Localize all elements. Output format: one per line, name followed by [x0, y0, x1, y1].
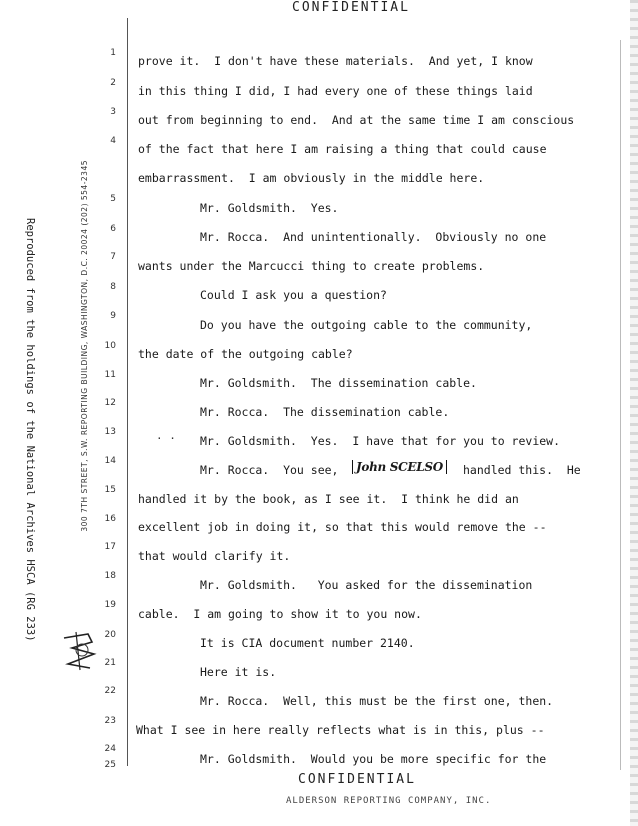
line-number: 9: [110, 311, 116, 321]
transcript-line: Mr. Rocca. Well, this must be the first one, then.: [200, 694, 554, 708]
line-number: 20: [104, 630, 116, 640]
transcript-line: in this thing I did, I had every one of these things laid: [138, 84, 533, 98]
line-number: 4: [110, 136, 116, 146]
transcript-line: wants under the Marcucci thing to create problems.: [138, 259, 485, 273]
line-number: 10: [104, 341, 116, 351]
reporter-address: 300 7TH STREET, S.W. REPORTING BUILDING, WASHINGTON, D.C. 20024 (202) 554-2345: [80, 160, 89, 532]
transcript-line: Do you have the outgoing cable to the community,: [200, 318, 533, 332]
line-number: 18: [104, 571, 116, 581]
line-number: 2: [110, 78, 116, 88]
footer-company: ALDERSON REPORTING COMPANY, INC.: [286, 796, 492, 806]
line-number: 24: [104, 744, 116, 754]
handwritten-name: John SCELSO: [352, 460, 447, 474]
line-number: 1: [110, 48, 116, 58]
transcript-line: Mr. Rocca. And unintentionally. Obviously no one: [200, 230, 547, 244]
transcript-line: handled it by the book, as I see it. I think he did an: [138, 492, 519, 506]
line-number: 17: [104, 542, 116, 552]
header-confidential: CONFIDENTIAL: [292, 0, 410, 15]
transcript-line: cable. I am going to show it to you now.: [138, 607, 422, 621]
line-number: 14: [104, 456, 116, 466]
transcript-line: that would clarify it.: [138, 549, 291, 563]
transcript-line: Could I ask you a question?: [200, 288, 387, 302]
transcript-line: Mr. Rocca. The dissemination cable.: [200, 405, 450, 419]
scan-edge: [630, 0, 638, 826]
transcript-line: What I see in here really reflects what is in this, plus --: [136, 723, 545, 737]
line-number: 21: [104, 658, 116, 668]
archive-reproduction-note: Reproduced from the holdings of the National Archives HSCA (RG 233): [24, 218, 36, 642]
transcript-line: Mr. Goldsmith. Yes.: [200, 201, 339, 215]
line-number: 12: [104, 398, 116, 408]
line-number: 16: [104, 514, 116, 524]
stamp-mark: [58, 628, 102, 672]
transcript-line: Mr. Goldsmith. Yes. I have that for you to review.: [200, 434, 561, 448]
line-number: 25: [104, 760, 116, 770]
transcript-line: It is CIA document number 2140.: [200, 636, 415, 650]
transcript-line: prove it. I don't have these materials. And yet, I know: [138, 54, 533, 68]
footer-confidential: CONFIDENTIAL: [298, 772, 416, 787]
line-number: 5: [110, 194, 116, 204]
transcript-line: Mr. Rocca. You see,: [200, 463, 339, 477]
transcript-line: handled this. He: [463, 463, 581, 477]
transcript-line: the date of the outgoing cable?: [138, 347, 353, 361]
line-number: 22: [104, 686, 116, 696]
stray-marks: · ·: [156, 432, 176, 445]
right-margin-rule: [620, 40, 621, 770]
line-number: 11: [104, 370, 116, 380]
transcript-line: excellent job in doing it, so that this would remove the --: [138, 520, 547, 534]
line-number: 23: [104, 716, 116, 726]
transcript-line: Here it is.: [200, 665, 277, 679]
line-number: 6: [110, 224, 116, 234]
transcript-line: Mr. Goldsmith. The dissemination cable.: [200, 376, 477, 390]
transcript-line: out from beginning to end. And at the same time I am conscious: [138, 113, 575, 127]
transcript-line: embarrassment. I am obviously in the middle here.: [138, 171, 485, 185]
line-number: 13: [104, 427, 116, 437]
transcript-line: Mr. Goldsmith. Would you be more specific for the: [200, 752, 547, 766]
line-number: 7: [110, 252, 116, 262]
transcript-line: of the fact that here I am raising a thing that could cause: [138, 142, 547, 156]
line-number: 3: [110, 107, 116, 117]
line-number: 15: [104, 485, 116, 495]
line-number: 19: [104, 600, 116, 610]
line-number: 8: [110, 282, 116, 292]
left-margin-rule: [127, 18, 128, 766]
transcript-line: Mr. Goldsmith. You asked for the dissemination: [200, 578, 533, 592]
